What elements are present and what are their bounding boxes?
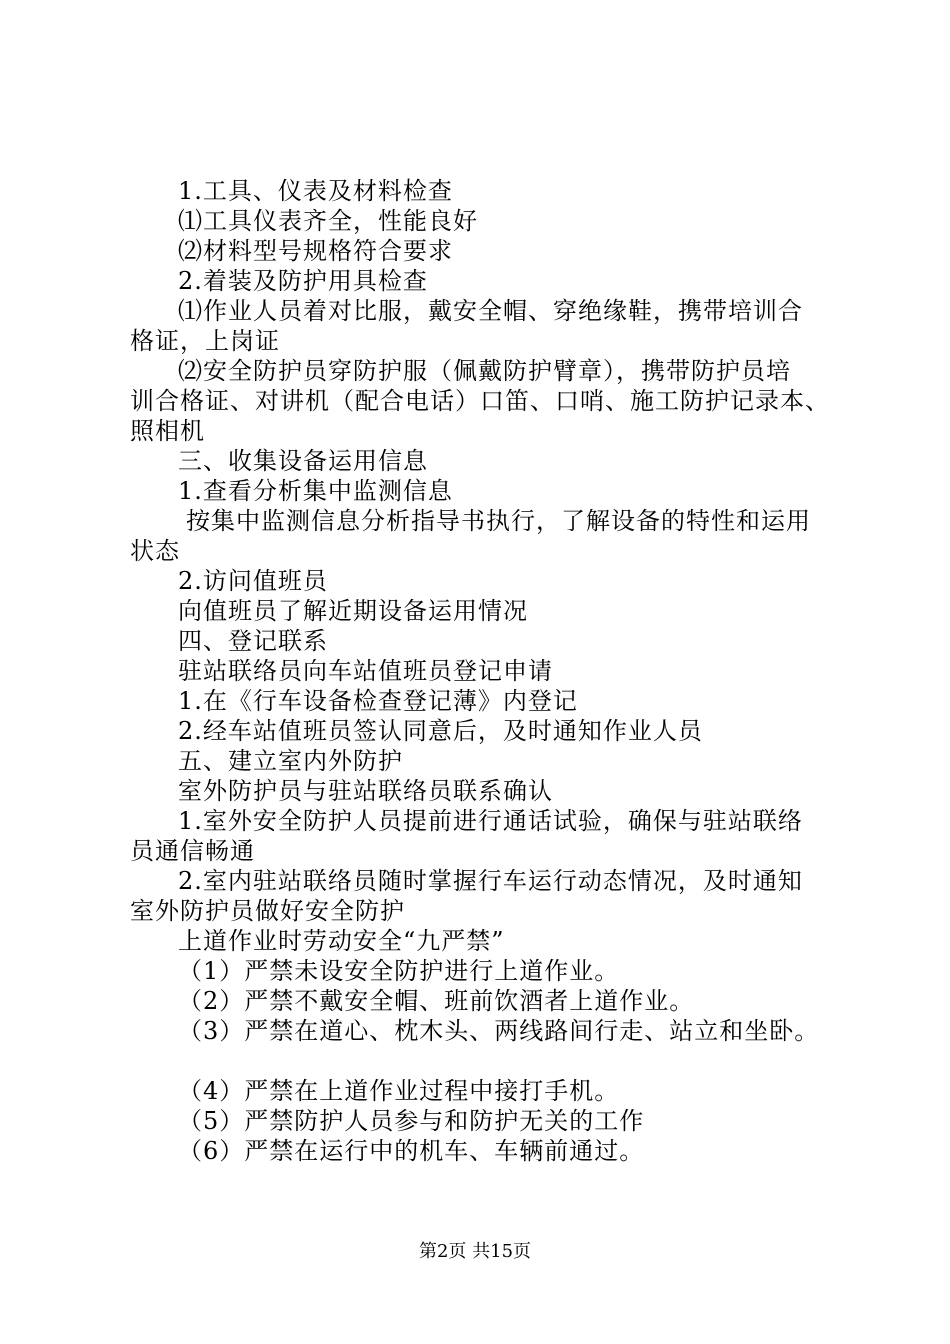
page-footer: 第2页 共15页 [418, 1241, 532, 1262]
item-indoor-liaison-cont: 室外防护员做好安全防护 [130, 897, 405, 925]
paragraph-visit-duty: 向值班员了解近期设备运用情况 [178, 597, 528, 625]
item-guard-attire-cont: 训合格证、对讲机（配合电话）口笛、口哨、施工防护记录本、 [130, 387, 830, 415]
item-material-spec: ⑵材料型号规格符合要求 [178, 237, 453, 265]
paragraph-monitoring-cont: 状态 [130, 537, 180, 565]
item-guard-attire-cont2: 照相机 [130, 417, 205, 445]
prohibition-item-1: （1）严禁未设安全防护进行上道作业。 [178, 957, 620, 985]
item-call-test-cont: 员通信畅通 [130, 837, 255, 865]
paragraph-register: 驻站联络员向车站值班员登记申请 [178, 657, 553, 685]
heading-tools-check: 1.工具、仪表及材料检查 [178, 177, 453, 205]
item-guard-attire: ⑵安全防护员穿防护服（佩戴防护臂章），携带防护员培 [178, 357, 791, 385]
heading-visit-duty: 2.访问值班员 [178, 567, 328, 595]
item-tools-complete: ⑴工具仪表齐全，性能良好 [178, 207, 478, 235]
prohibition-item-4: （4）严禁在上道作业过程中接打手机。 [178, 1077, 620, 1105]
item-register-book: 1.在《行车设备检查登记薄》内登记 [178, 687, 578, 715]
item-indoor-liaison: 2.室内驻站联络员随时掌握行车运行动态情况，及时通知 [178, 867, 803, 895]
section-four-heading: 四、登记联系 [178, 627, 328, 655]
heading-attire-check: 2.着装及防护用具检查 [178, 267, 428, 295]
prohibition-item-2: （2）严禁不戴安全帽、班前饮酒者上道作业。 [178, 987, 695, 1015]
item-worker-attire-cont: 格证，上岗证 [130, 327, 280, 355]
item-call-test: 1.室外安全防护人员提前进行通话试验，确保与驻站联络 [178, 807, 803, 835]
heading-nine-prohibitions: 上道作业时劳动安全“九严禁” [178, 927, 505, 955]
paragraph-outdoor-guard: 室外防护员与驻站联络员联系确认 [178, 777, 553, 805]
item-register-confirm: 2.经车站值班员签认同意后，及时通知作业人员 [178, 717, 703, 745]
blank-line [130, 1046, 835, 1076]
item-worker-attire: ⑴作业人员着对比服，戴安全帽、穿绝缘鞋，携带培训合 [178, 297, 803, 325]
section-three-heading: 三、收集设备运用信息 [178, 447, 428, 475]
prohibition-item-3: （3）严禁在道心、枕木头、两线路间行走、站立和坐卧。 [178, 1017, 820, 1045]
paragraph-monitoring: 按集中监测信息分析指导书执行，了解设备的特性和运用 [186, 507, 811, 535]
heading-monitoring: 1.查看分析集中监测信息 [178, 477, 453, 505]
prohibition-item-5: （5）严禁防护人员参与和防护无关的工作 [178, 1107, 645, 1135]
section-five-heading: 五、建立室内外防护 [178, 747, 403, 775]
body-text [130, 176, 835, 1166]
prohibition-item-6: （6）严禁在运行中的机车、车辆前通过。 [178, 1137, 645, 1165]
